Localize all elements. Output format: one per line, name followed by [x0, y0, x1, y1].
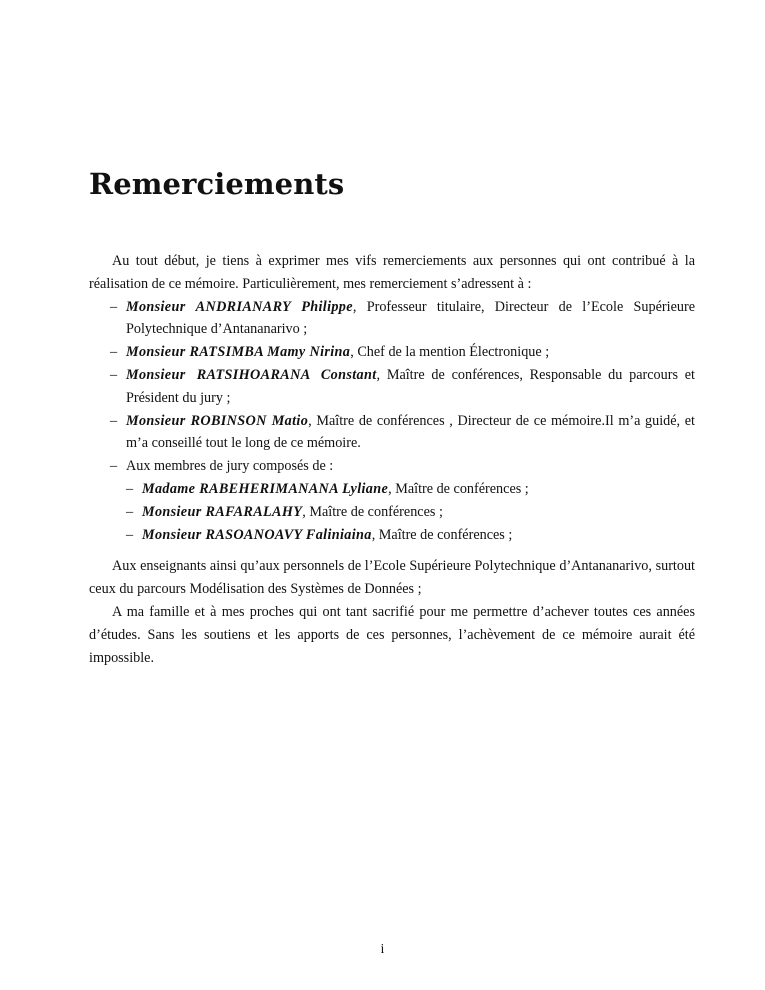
person-name: Monsieur ANDRIANARY Philippe — [126, 298, 353, 315]
paragraph-gap — [89, 546, 695, 555]
staff-paragraph: Aux enseignants ainsi qu’aux personnels de l’Ecole Supérieure Polytechnique d’Antananarivo, surtout ceux du parcours Modélisation des Systèmes de Données ; — [89, 558, 695, 598]
page-title: Remerciements — [89, 167, 345, 201]
person-name: Monsieur RAFARALAHY — [142, 503, 303, 520]
list-item — [110, 410, 695, 456]
acknowledgement-list — [89, 296, 695, 547]
list-item-jury — [110, 455, 695, 546]
person-name: Monsieur RASOANOAVY Faliniaina — [142, 526, 372, 543]
list-item — [126, 501, 695, 524]
jury-intro: Aux membres de jury composés de : — [126, 458, 334, 475]
list-item — [126, 524, 695, 547]
jury-list — [126, 478, 695, 546]
person-description: , Professeur titulaire, Directeur de l’Ecole Supérieure Polytechnique d’Antananarivo ; — [126, 298, 695, 338]
person-description: , Maître de conférences ; — [302, 503, 443, 520]
person-name: Monsieur ROBINSON Matio — [126, 412, 309, 429]
person-name: Madame RABEHERIMANANA Lyliane — [142, 480, 389, 497]
list-item — [126, 478, 695, 501]
list-item — [110, 364, 695, 410]
family-paragraph: A ma famille et à mes proches qui ont tant sacrifié pour me permettre d’achever toutes ces années d’études. Sans les soutiens et les apports de ces personnes, l’achèvement de ce mémoire aurait été impossible. — [89, 603, 695, 666]
acknowledgements-body — [89, 250, 695, 669]
person-name: Monsieur RATSIMBA Mamy Nirina — [126, 344, 351, 361]
list-item — [110, 341, 695, 364]
person-name: Monsieur RATSIHOARANA Constant — [126, 366, 377, 383]
person-description: , Maître de conférences ; — [388, 480, 529, 497]
intro-paragraph: Au tout début, je tiens à exprimer mes vifs remerciements aux personnes qui ont contribué à la réalisation de ce mémoire. Particulièrement, mes remerciement s’adressent à : — [89, 253, 695, 292]
page-number: i — [380, 942, 385, 957]
person-description: , Chef de la mention Électronique ; — [350, 344, 550, 361]
person-description: , Maître de conférences, Responsable du parcours et Président du jury ; — [126, 366, 695, 406]
person-description: , Maître de conférences , Directeur de ce mémoire.Il m’a guidé, et m’a conseillé tout le long de ce mémoire. — [126, 412, 696, 452]
list-item — [110, 296, 695, 342]
person-description: , Maître de conférences ; — [371, 526, 513, 543]
